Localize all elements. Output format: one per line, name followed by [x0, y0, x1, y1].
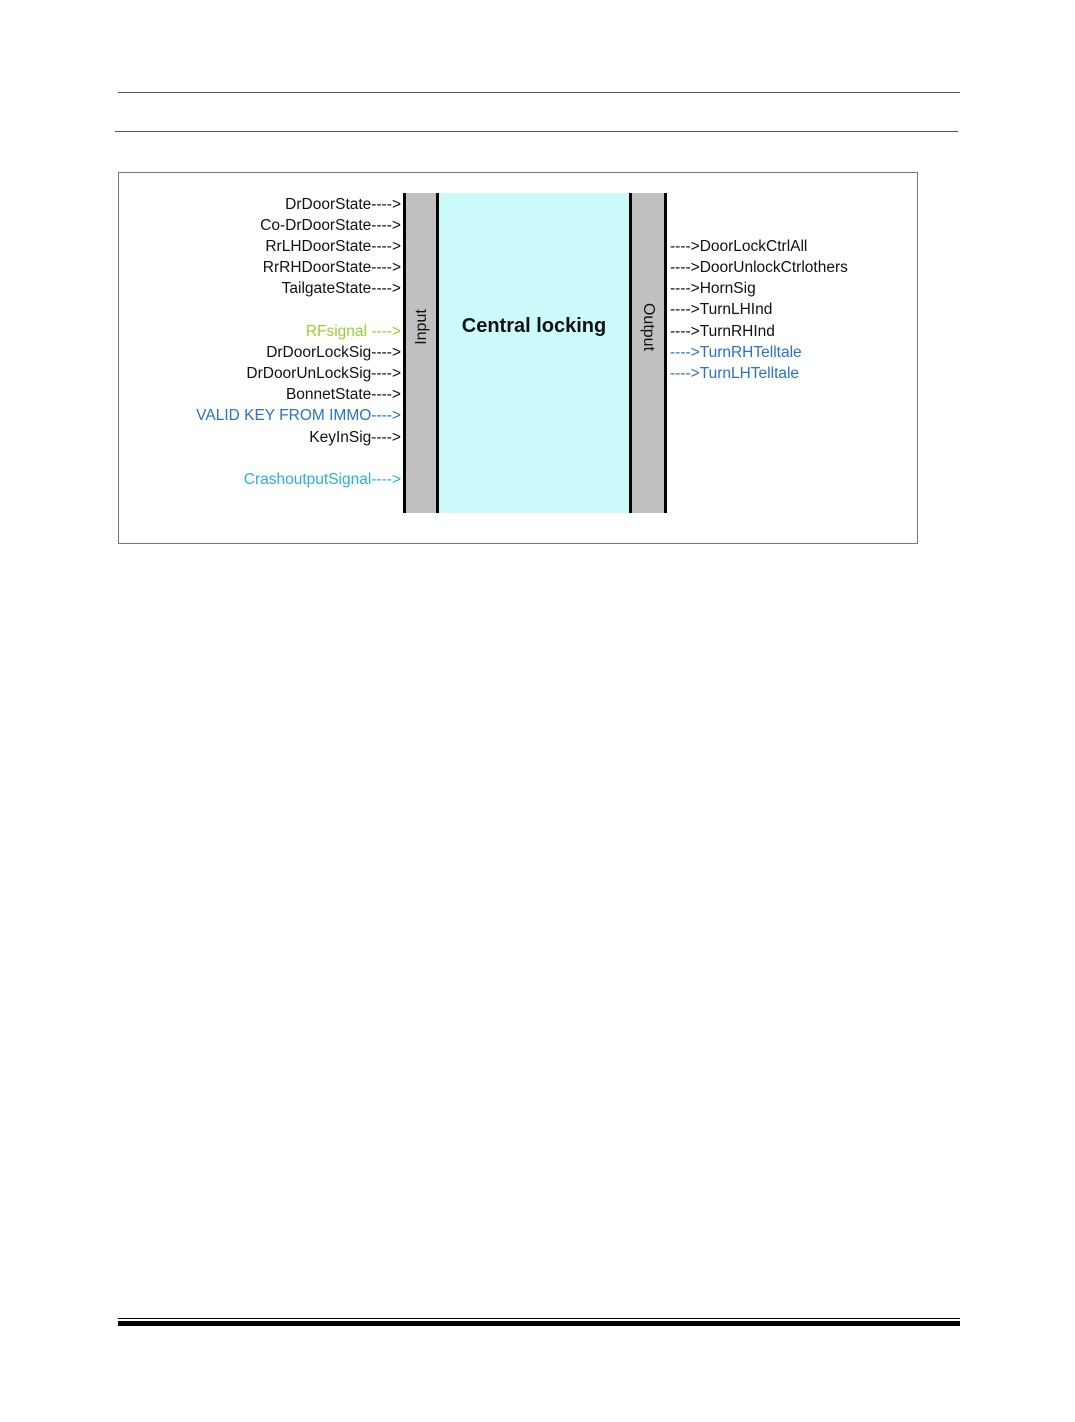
central-locking-block	[439, 193, 629, 513]
input-signal: VALID KEY FROM IMMO---->	[196, 407, 401, 424]
input-signal: BonnetState---->	[285, 386, 401, 403]
input-bar	[403, 193, 439, 513]
central-locking-title: Central locking	[461, 315, 607, 337]
input-signal: RFsignal ---->	[305, 323, 401, 340]
output-signal: ---->TurnLHTelltale	[670, 365, 800, 382]
footer-rule	[118, 1321, 960, 1326]
input-signal: TailgateState---->	[281, 280, 401, 297]
input-signal: KeyInSig---->	[309, 429, 401, 446]
input-signal: DrDoorState---->	[285, 196, 401, 213]
output-bar	[629, 193, 667, 513]
input-signal: RrRHDoorState---->	[262, 259, 401, 276]
output-signal: ---->DoorLockCtrlAll	[670, 238, 808, 255]
input-signal: Co-DrDoorState---->	[260, 217, 401, 234]
input-signal: RrLHDoorState---->	[265, 238, 401, 255]
input-signal: DrDoorUnLockSig---->	[246, 365, 401, 382]
input-signal: CrashoutputSignal---->	[243, 471, 401, 488]
output-signal: ---->HornSig	[670, 280, 756, 297]
header-rule	[118, 92, 960, 93]
output-signal: ---->TurnRHInd	[670, 323, 775, 340]
output-signal: ---->DoorUnlockCtrlothers	[670, 259, 848, 276]
central-locking-diagram	[118, 172, 918, 544]
output-label: Output	[640, 302, 657, 352]
output-signal: ---->TurnLHInd	[670, 301, 773, 318]
footer-rule-thin	[118, 1318, 960, 1319]
output-signal: ---->TurnRHTelltale	[670, 344, 802, 361]
input-signal: DrDoorLockSig---->	[266, 344, 401, 361]
header-rule-lower	[115, 131, 958, 132]
input-label: Input	[413, 309, 430, 345]
